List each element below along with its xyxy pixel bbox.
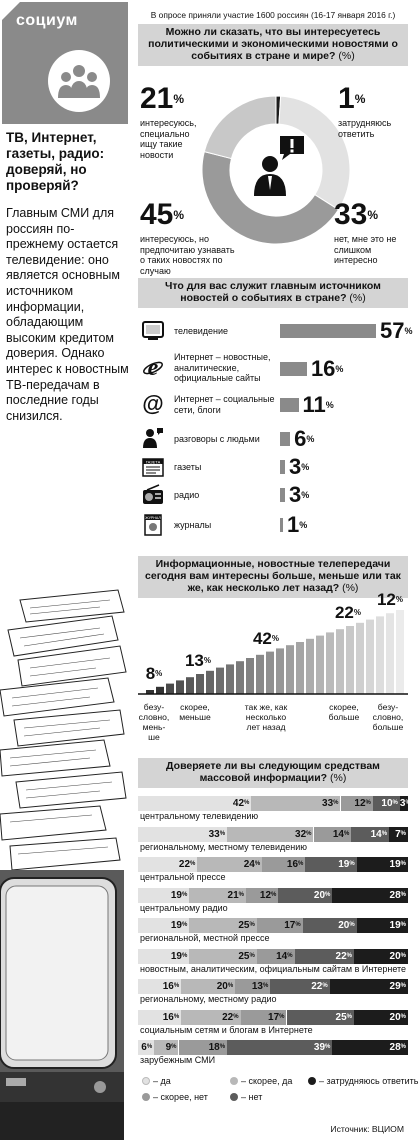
- q4-chart: [138, 796, 411, 1072]
- q4-segment: 16%: [138, 979, 181, 994]
- legend-item-dont-know: – затрудняюсь ответить: [308, 1076, 419, 1086]
- q3-wedge-bar: [186, 677, 194, 694]
- newspaper-icon: [142, 456, 164, 478]
- q3-wedge-bar: [356, 623, 364, 694]
- q3-wedge-bar: [226, 664, 234, 694]
- q4-segment: 6%: [138, 1040, 154, 1055]
- q4-row: [138, 1040, 408, 1067]
- q1-header: [138, 24, 408, 66]
- q3-wedge-bar: [236, 661, 244, 694]
- q2-value: 3%: [289, 482, 310, 507]
- legend-swatch: [142, 1077, 150, 1085]
- q3-wedge-bar: [266, 652, 274, 694]
- q4-row: [138, 979, 408, 1006]
- q4-stacked-bar: [138, 827, 408, 842]
- q4-segment: 19%: [138, 888, 189, 903]
- q2-bar: [280, 324, 376, 338]
- q4-segment: 16%: [138, 1010, 181, 1025]
- q4-segment: 13%: [235, 979, 270, 994]
- q2-bar: [280, 488, 285, 502]
- q1-value-2: 45%: [140, 198, 185, 231]
- q4-segment: 20%: [303, 918, 357, 933]
- q2-value: 16%: [310, 356, 344, 381]
- q2-value: 6%: [294, 426, 315, 451]
- q3-wedge-bar: [396, 610, 404, 694]
- q3-wedge-bar: [366, 620, 374, 694]
- q1-value-0: 21%: [140, 82, 185, 115]
- q3-value: 12%: [376, 590, 404, 610]
- q4-segment: 22%: [138, 857, 197, 872]
- svg-text:e: e: [147, 355, 159, 381]
- q2-row-sites: [138, 350, 408, 383]
- q3-wedge-bar: [276, 648, 284, 694]
- q4-segment: 25%: [189, 918, 257, 933]
- q2-label: радио: [174, 490, 200, 500]
- q1-title: Можно ли сказать, что вы интересуетесь политическими и экономическими новостями о событиях в стране и мире?: [148, 26, 398, 62]
- legend-swatch: [230, 1093, 238, 1101]
- q4-category-label: новостным, аналитическим, официальным сайтам в Интернете: [140, 963, 407, 974]
- q4-segment: 14%: [351, 827, 389, 842]
- q4-segment: 32%: [227, 827, 313, 842]
- q4-segment: 39%: [227, 1040, 332, 1055]
- q2-title-unit: (%): [349, 292, 366, 304]
- q1-chart: [138, 70, 408, 276]
- radio-icon: [142, 484, 164, 506]
- q3-wedge-bar: [216, 668, 224, 694]
- q3-wedge-bar: [166, 684, 174, 694]
- left-column: [0, 0, 132, 1140]
- q3-value: 42%: [252, 628, 280, 648]
- survey-note: В опросе приняли участие 1600 россиян (16-17 января 2016 г.): [150, 10, 396, 20]
- q3-value: 8%: [145, 663, 163, 683]
- q1-value-1: 1%: [338, 82, 366, 115]
- q3-wedge-bar: [246, 658, 254, 694]
- q1-label-1: затрудняюсь ответить: [338, 118, 392, 139]
- newspapers-tv-illustration: [0, 560, 132, 1140]
- q3-wedge-bar: [286, 645, 294, 694]
- q4-segment: 20%: [354, 949, 408, 964]
- q3-wedge-bar: [386, 613, 394, 694]
- q2-bar: [280, 518, 283, 532]
- q4-segment: 19%: [357, 857, 408, 872]
- q4-stacked-bar: [138, 857, 408, 872]
- magazine-icon: [142, 514, 164, 536]
- q3-category: так же, как несколько лет назад: [244, 702, 288, 732]
- right-column: [138, 0, 419, 1140]
- q2-row-newspapers: [138, 452, 408, 482]
- q2-value: 57%: [380, 318, 413, 343]
- legend-item-rather-no: – скорее, нет: [142, 1092, 208, 1102]
- q3-category: безу- словно, мень- ше: [138, 702, 170, 742]
- q4-row: [138, 796, 411, 823]
- people-icon: [48, 50, 110, 112]
- q3-wedge-bar: [206, 671, 214, 694]
- q2-row-tv: [138, 316, 413, 346]
- q2-value: 11%: [302, 392, 334, 417]
- q4-row: [138, 857, 408, 884]
- q3-category: скорее, меньше: [179, 702, 211, 722]
- q3-title: Информационные, новостные телепередачи сегодня вам интересны больше, меньше или так же, как несколько лет назад?: [145, 558, 401, 594]
- q3-wedge-bar: [296, 642, 304, 694]
- q2-label: журналы: [174, 520, 212, 530]
- q4-segment: 10%: [373, 796, 400, 811]
- q4-segment: 25%: [287, 1010, 355, 1025]
- q2-label: Интернет – новостные, аналитические, официальные сайты: [174, 352, 271, 383]
- q4-segment: 14%: [257, 949, 295, 964]
- q4-segment: 22%: [270, 979, 329, 994]
- legend-item-yes: – да: [142, 1076, 171, 1086]
- q2-row-people: [138, 422, 408, 452]
- tv-icon: [142, 320, 164, 342]
- q4-stacked-bar: [138, 918, 408, 933]
- q2-value: 1%: [287, 512, 308, 537]
- q3-chart: [138, 590, 408, 752]
- q4-row: [138, 1010, 408, 1037]
- q4-category-label: региональному, местному радио: [140, 994, 277, 1004]
- q2-label: телевидение: [174, 326, 229, 336]
- q2-bar: [280, 362, 307, 376]
- q3-wedge-bar: [156, 687, 164, 694]
- svg-text:@: @: [142, 391, 164, 416]
- q4-segment: 24%: [197, 857, 262, 872]
- q4-segment: 12%: [246, 888, 278, 903]
- svg-text:ГАЗЕТА: ГАЗЕТА: [145, 459, 161, 465]
- q4-segment: 3%: [399, 798, 411, 809]
- q4-row: [138, 888, 408, 915]
- legend-swatch: [308, 1077, 316, 1085]
- q4-segment: 20%: [278, 888, 332, 903]
- person-speaking-icon: [142, 426, 164, 448]
- q3-wedge-bar: [326, 632, 334, 694]
- q1-label-0: интересуюсь, специально ищу такие новости: [140, 118, 197, 160]
- q4-category-label: социальным сетям и блогам в Интернете: [140, 1024, 313, 1035]
- q2-title: Что для вас служит главным источником новостей о событиях в стране?: [165, 280, 381, 304]
- q2-row-radio: [138, 480, 408, 510]
- q4-segment: 33%: [138, 827, 227, 842]
- q4-segment: 17%: [241, 1010, 287, 1025]
- q4-segment: 21%: [189, 888, 246, 903]
- q4-segment: 42%: [138, 796, 251, 811]
- q4-segment: 16%: [262, 857, 305, 872]
- q1-donut-slice: [204, 96, 276, 159]
- q3-category: скорее, больше: [328, 702, 360, 722]
- q4-stacked-bar: [138, 979, 408, 994]
- q4-row: [138, 949, 408, 976]
- q3-wedge-bar: [176, 680, 184, 694]
- at-sign-icon: [142, 392, 164, 414]
- q4-category-label: центральному радио: [140, 902, 228, 913]
- q4-stacked-bar: [138, 949, 408, 964]
- q3-wedge-bar: [316, 636, 324, 694]
- q1-label-3: нет, мне это не слишком интересно: [334, 234, 397, 265]
- q4-segment: 7%: [389, 827, 408, 842]
- q2-header: [138, 278, 408, 308]
- q4-segment: 29%: [330, 979, 408, 994]
- q4-title: Доверяете ли вы следующим средствам массовой информации?: [166, 760, 380, 784]
- q2-label: Интернет – социальные сети, блоги: [174, 394, 275, 415]
- q2-row-social: [138, 388, 408, 418]
- legend-item-rather-yes: – скорее, да: [230, 1076, 292, 1086]
- q3-header: [138, 556, 408, 598]
- q4-category-label: центральному телевидению: [140, 811, 259, 821]
- q4-category-label: зарубежным СМИ: [140, 1055, 216, 1065]
- q3-wedge-bar: [346, 626, 354, 694]
- q4-title-unit: (%): [330, 772, 347, 784]
- legend-swatch: [142, 1093, 150, 1101]
- q3-value: 22%: [334, 603, 362, 622]
- q4-segment: 19%: [357, 918, 408, 933]
- q3-wedge-bar: [306, 639, 314, 694]
- q4-header: [138, 758, 408, 788]
- q4-segment: 9%: [154, 1040, 178, 1055]
- article-text: Главным СМИ для россиян по-прежнему остается телевидение: оно является основным источником информации, обладающим высоким кредитом доверия. Однако интерес к новостным ТВ-передачам в последние годы снизился.: [6, 206, 129, 423]
- q4-segment: 22%: [181, 1010, 240, 1025]
- q4-category-label: региональной, местной прессе: [140, 933, 270, 943]
- q4-stacked-bar: [138, 888, 408, 903]
- q2-value: 3%: [289, 454, 310, 479]
- q4-segment: 33%: [251, 796, 340, 811]
- internet-explorer-icon: [142, 355, 164, 381]
- q2-label: газеты: [174, 462, 202, 472]
- q4-category-label: региональному, местному телевидению: [140, 841, 307, 852]
- q4-segment: 18%: [179, 1040, 228, 1055]
- q4-segment: 28%: [332, 888, 408, 903]
- q3-wedge-bar: [196, 674, 204, 694]
- q4-segment: 28%: [332, 1040, 408, 1055]
- q1-label-2: интересуюсь, но предпочитаю узнавать о таких новостях по случаю: [140, 234, 235, 276]
- person-alert-icon: [254, 136, 304, 196]
- q4-category-label: центральной прессе: [140, 872, 226, 882]
- svg-text:ЖУРНАЛ: ЖУРНАЛ: [145, 516, 161, 520]
- q4-segment: 14%: [314, 827, 352, 842]
- q4-segment: 19%: [138, 918, 189, 933]
- article-title: ТВ, Интернет, газеты, радио: доверяй, но проверяй?: [6, 130, 105, 193]
- q3-value: 13%: [184, 651, 212, 670]
- q4-segment: 19%: [138, 949, 189, 964]
- q4-segment: 12%: [341, 796, 373, 811]
- q2-bar: [280, 460, 285, 474]
- q4-segment: 25%: [189, 949, 257, 964]
- q1-value-3: 33%: [334, 198, 379, 231]
- q4-stacked-bar: [138, 1040, 408, 1055]
- legend-swatch: [230, 1077, 238, 1085]
- q4-segment: 19%: [305, 857, 356, 872]
- q4-row: [138, 918, 408, 945]
- q3-wedge-bar: [256, 655, 264, 694]
- q4-segment: 20%: [354, 1010, 408, 1025]
- q4-stacked-bar: [138, 796, 411, 811]
- q3-wedge-bar: [376, 616, 384, 694]
- section-title: социум: [16, 12, 78, 29]
- q4-segment: 17%: [257, 918, 303, 933]
- q4-segment: 22%: [295, 949, 354, 964]
- source-credit: Источник: ВЦИОМ: [330, 1124, 404, 1134]
- section-badge: [2, 2, 128, 124]
- q2-bar: [280, 432, 290, 446]
- q2-bar: [280, 398, 299, 412]
- q2-chart: [138, 316, 413, 556]
- q2-row-magazines: [138, 510, 408, 540]
- q3-category: безу- словно, больше: [372, 702, 404, 732]
- q4-row: [138, 827, 408, 854]
- q2-label: разговоры с людьми: [174, 434, 260, 444]
- q4-stacked-bar: [138, 1010, 408, 1025]
- q3-wedge-bar: [336, 629, 344, 694]
- q4-segment: 20%: [181, 979, 235, 994]
- q1-title-unit: (%): [338, 50, 355, 62]
- q3-title-unit: (%): [342, 582, 359, 594]
- legend: [138, 1074, 419, 1114]
- legend-item-no: – нет: [230, 1092, 262, 1102]
